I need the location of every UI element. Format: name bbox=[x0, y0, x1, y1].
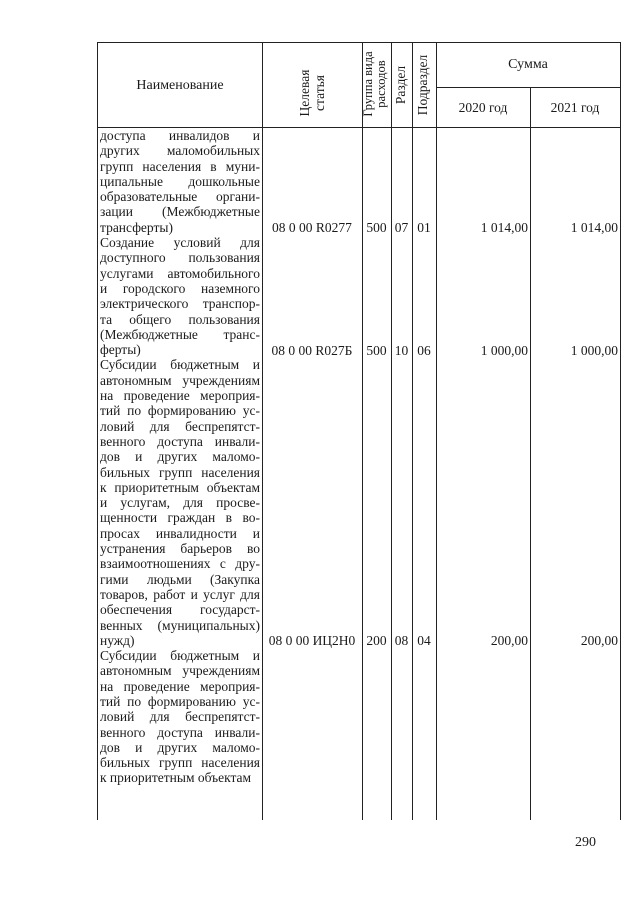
name-line: доступа инвалидов и bbox=[100, 128, 260, 143]
name-line: венных (муниципальных) bbox=[100, 617, 260, 633]
name-line: бильных групп населения bbox=[100, 755, 260, 771]
name-line: устранения барьеров во bbox=[100, 541, 260, 557]
table-border-left bbox=[97, 42, 98, 820]
table-divider-subsection bbox=[436, 42, 437, 820]
name-line: других маломобильных bbox=[100, 143, 260, 159]
name-line: просах инвалидности и bbox=[100, 525, 260, 541]
name-line: взаимоотношениях с дру- bbox=[100, 556, 260, 572]
table-border-top bbox=[97, 42, 621, 43]
table-divider-code bbox=[362, 42, 363, 820]
name-line: автономным учреждениям bbox=[100, 663, 260, 679]
name-line: тий по формированию ус- bbox=[100, 403, 260, 419]
table-divider-name bbox=[262, 42, 263, 820]
name-line: услугами автомобильного bbox=[100, 265, 260, 281]
header-year-2021: 2021 год bbox=[550, 100, 600, 115]
table-divider-group bbox=[391, 42, 392, 820]
cell-2021: 1 000,00 bbox=[570, 342, 618, 358]
name-line: к приоритетным объектам bbox=[100, 770, 252, 786]
table-border-right bbox=[620, 42, 621, 820]
name-line: щенности граждан в во- bbox=[100, 510, 260, 526]
name-column bbox=[100, 128, 260, 786]
name-line: на проведение мероприя- bbox=[100, 388, 260, 404]
name-line: дов и других маломо- bbox=[100, 739, 260, 755]
name-line: нужд) bbox=[100, 632, 135, 648]
header-subsection: Подраздел bbox=[415, 54, 430, 116]
cell-subsection: 01 bbox=[417, 220, 431, 236]
cell-subsection: 06 bbox=[417, 342, 431, 358]
header-year-2020: 2020 год bbox=[458, 100, 508, 115]
cell-expense-group: 500 bbox=[366, 220, 387, 236]
cell-section: 10 bbox=[394, 342, 409, 358]
cell-expense-group: 200 bbox=[366, 633, 387, 649]
name-line: бильных групп населения bbox=[100, 464, 260, 480]
cell-2020: 1 000,00 bbox=[480, 342, 528, 358]
name-line: Субсидии бюджетным и bbox=[100, 357, 260, 373]
name-line: на проведение мероприя- bbox=[100, 678, 260, 694]
name-line: и услугам, для просве- bbox=[100, 495, 260, 511]
name-line: ципальные дошкольные bbox=[100, 173, 260, 189]
name-line: гими людьми (Закупка bbox=[100, 571, 260, 587]
name-line: образовательные органи- bbox=[100, 189, 260, 205]
page-number: 290 bbox=[575, 835, 596, 850]
header-section: Раздел bbox=[393, 65, 408, 105]
name-line: тий по формированию ус- bbox=[100, 693, 260, 709]
name-line: автономным учреждениям bbox=[100, 372, 260, 388]
name-line: обеспечения государст- bbox=[100, 602, 260, 618]
cell-target-article: 08 0 00 R027Б bbox=[271, 342, 353, 358]
header-expense-group-label: Группа вида расходов bbox=[361, 51, 388, 117]
name-line: товаров, работ и услуг для bbox=[100, 586, 260, 602]
header-target-article bbox=[297, 43, 327, 143]
cell-2020: 1 014,00 bbox=[480, 220, 528, 236]
name-line: венного доступа инвали- bbox=[100, 724, 260, 740]
name-line: к приоритетным объектам bbox=[100, 479, 260, 495]
cell-2020: 200,00 bbox=[490, 633, 528, 649]
name-line: зации (Межбюджетные bbox=[100, 204, 260, 220]
name-line: венного доступа инвали- bbox=[100, 433, 260, 449]
name-line: та общего пользования bbox=[100, 311, 260, 327]
name-line: и городского наземного bbox=[100, 280, 260, 296]
cell-2021: 200,00 bbox=[580, 633, 618, 649]
table-divider-section bbox=[412, 42, 413, 820]
name-line: электрического транспор- bbox=[100, 296, 260, 312]
header-expense-group bbox=[362, 34, 390, 134]
cell-section: 08 bbox=[394, 633, 409, 649]
cell-2021: 1 014,00 bbox=[570, 220, 618, 236]
name-line: (Межбюджетные транс- bbox=[100, 326, 260, 342]
name-line: ловий для беспрепятст- bbox=[100, 709, 260, 725]
table-divider-year bbox=[530, 87, 531, 820]
cell-section: 07 bbox=[394, 220, 409, 236]
header-name: Наименование bbox=[136, 78, 224, 93]
name-line: доступного пользования bbox=[100, 250, 260, 266]
header-target-article-label: Целевая статья bbox=[297, 69, 327, 117]
name-line: ферты) bbox=[100, 342, 141, 358]
header-sum: Сумма bbox=[508, 57, 548, 72]
cell-target-article: 08 0 00 R0277 bbox=[272, 220, 352, 236]
name-line: трансферты) bbox=[100, 219, 173, 235]
cell-target-article: 08 0 00 ИЦ2Н0 bbox=[268, 633, 356, 649]
name-line: Субсидии бюджетным и bbox=[100, 648, 260, 664]
name-line: дов и других маломо- bbox=[100, 449, 260, 465]
cell-subsection: 04 bbox=[417, 633, 431, 649]
cell-expense-group: 500 bbox=[366, 342, 387, 358]
name-line: Создание условий для bbox=[100, 235, 260, 251]
name-line: ловий для беспрепятст- bbox=[100, 418, 260, 434]
name-line: групп населения в муни- bbox=[100, 158, 260, 174]
header-sum-divider bbox=[436, 87, 621, 88]
